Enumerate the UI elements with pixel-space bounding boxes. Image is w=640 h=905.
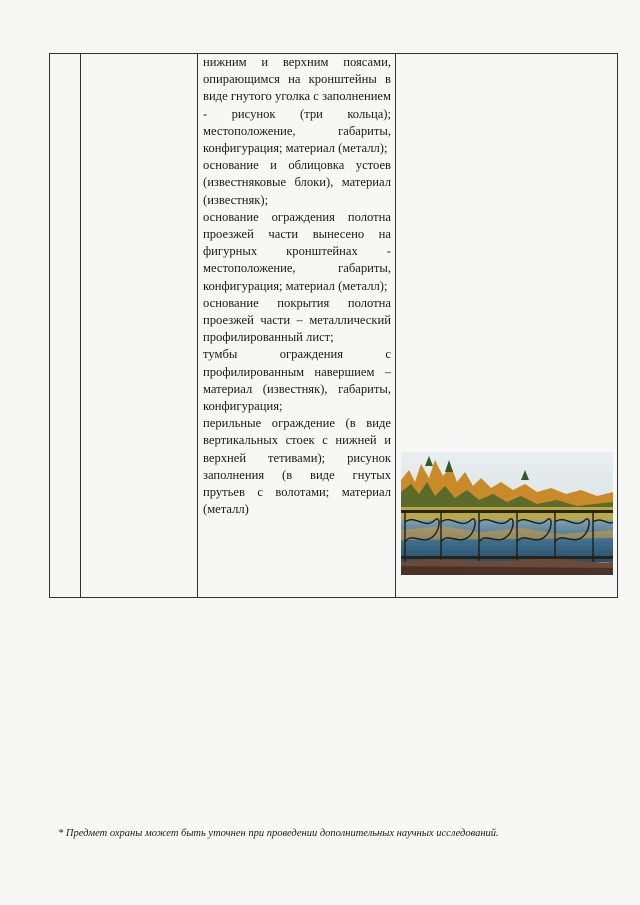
footnote: * Предмет охраны может быть уточнен при проведении дополнительных научных исследований. — [58, 828, 499, 839]
description-paragraph: основание и облицовка устоев (известняковые блоки), материал (известняк); — [203, 158, 391, 207]
protection-table — [49, 53, 618, 598]
bridge-railing-photo — [401, 452, 613, 575]
name-column-cell — [81, 54, 198, 597]
description-paragraph: перильные ограждение (в виде вертикальных стоек с нижней и верхней тетивами); рисунок заполнения (в виде гнутых прутьев с волотами; материал (металл) — [203, 416, 391, 517]
description-paragraph: тумбы ограждения с профилированным навершием – материал (известняк), габариты, конфигурация; — [203, 347, 391, 414]
description-cell — [198, 54, 396, 597]
photo-cell — [396, 54, 617, 597]
description-paragraph: нижним и верхним поясами, опирающимся на кронштейны в виде гнутого уголка с заполнением - рисунок (три кольца); местоположение, габариты, конфигурация; материал (металл); — [203, 55, 391, 156]
number-column-cell — [50, 54, 81, 597]
description-paragraph: основание покрытия полотна проезжей части – металлический профилированный лист; — [203, 295, 391, 345]
description-paragraph: основание ограждения полотна проезжей части вынесено на фигурных кронштейнах - местоположение, габариты, конфигурация; материал (металл); — [203, 209, 391, 293]
